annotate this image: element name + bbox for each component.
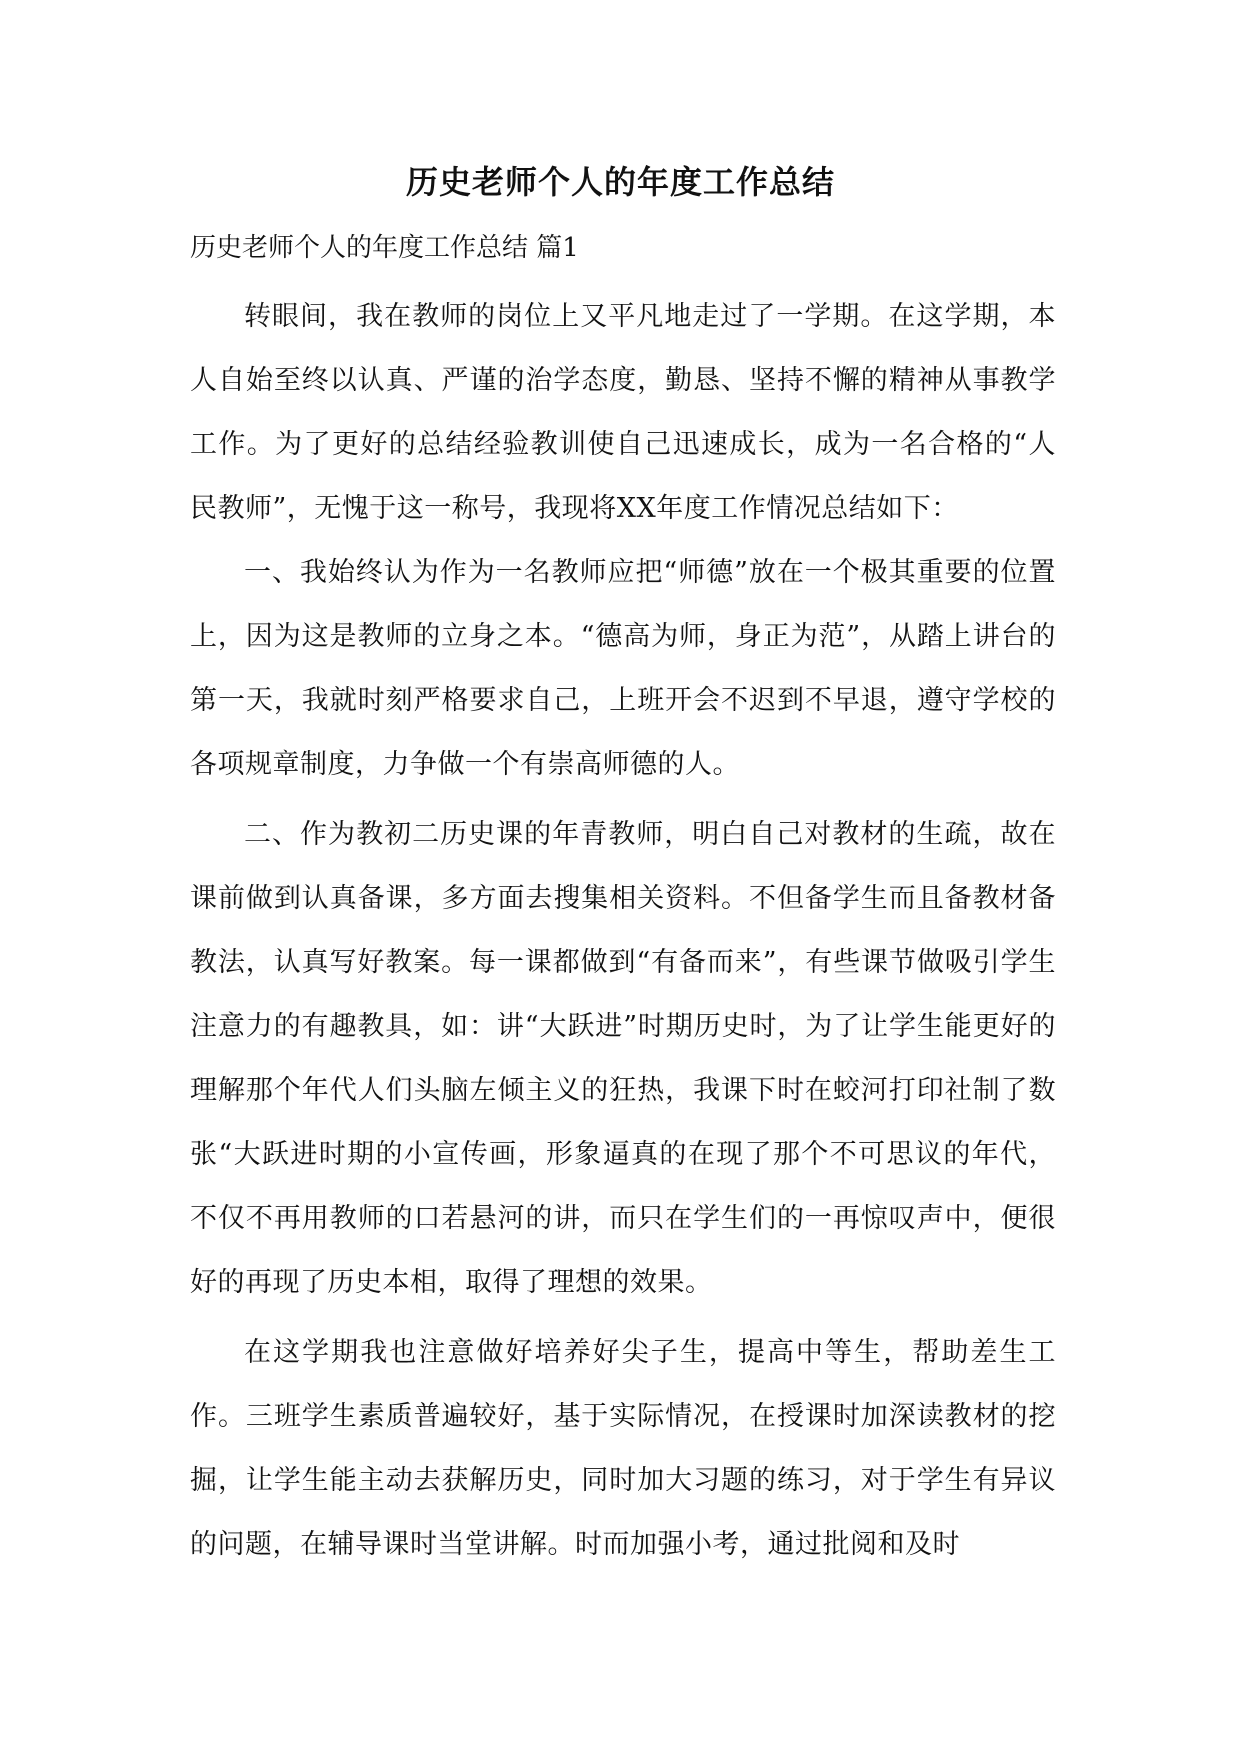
paragraph-preparation: 二、作为教初二历史课的年青教师，明白自己对教材的生疏，故在课前做到认真备课，多方面去搜集相关资料。不但备学生而且备教材备教法，认真写好教案。每一课都做到“有备而来”，有些课节做吸引学生注意力的有趣教具，如：讲“大跃进”时期历史时，为了让学生能更好的理解那个年代人们头脑左倾主义的狂热，我课下时在蛟河打印社制了数张“大跃进时期的小宣传画，形象逼真的在现了那个不可思议的年代，不仅不再用教师的口若悬河的讲，而只在学生们的一再惊叹声中，便很好的再现了历史本相，取得了理想的效果。 bbox=[190, 819, 1056, 1298]
paragraph-ethics: 一、我始终认为作为一名教师应把“师德”放在一个极其重要的位置上，因为这是教师的立身之本。“德高为师，身正为范”，从踏上讲台的第一天，我就时刻严格要求自己，上班开会不迟到不早退，遵守学校的各项规章制度，力争做一个有崇高师德的人。 bbox=[190, 557, 1056, 780]
document-title: 历史老师个人的年度工作总结 bbox=[405, 163, 835, 201]
document-subtitle: 历史老师个人的年度工作总结 篇1 bbox=[190, 233, 579, 263]
paragraph-intro: 转眼间，我在教师的岗位上又平凡地走过了一学期。在这学期，本人自始至终以认真、严谨的治学态度，勤恳、坚持不懈的精神从事教学工作。为了更好的总结经验教训使自己迅速成长，成为一名合格的“人民教师”，无愧于这一称号，我现将XX年度工作情况总结如下： bbox=[190, 301, 1056, 524]
paragraph-students: 在这学期我也注意做好培养好尖子生，提高中等生，帮助差生工作。三班学生素质普遍较好，基于实际情况，在授课时加深读教材的挖掘，让学生能主动去获解历史，同时加大习题的练习，对于学生有异议的问题，在辅导课时当堂讲解。时而加强小考，通过批阅和及时 bbox=[190, 1337, 1056, 1560]
document-body bbox=[190, 285, 1056, 1577]
